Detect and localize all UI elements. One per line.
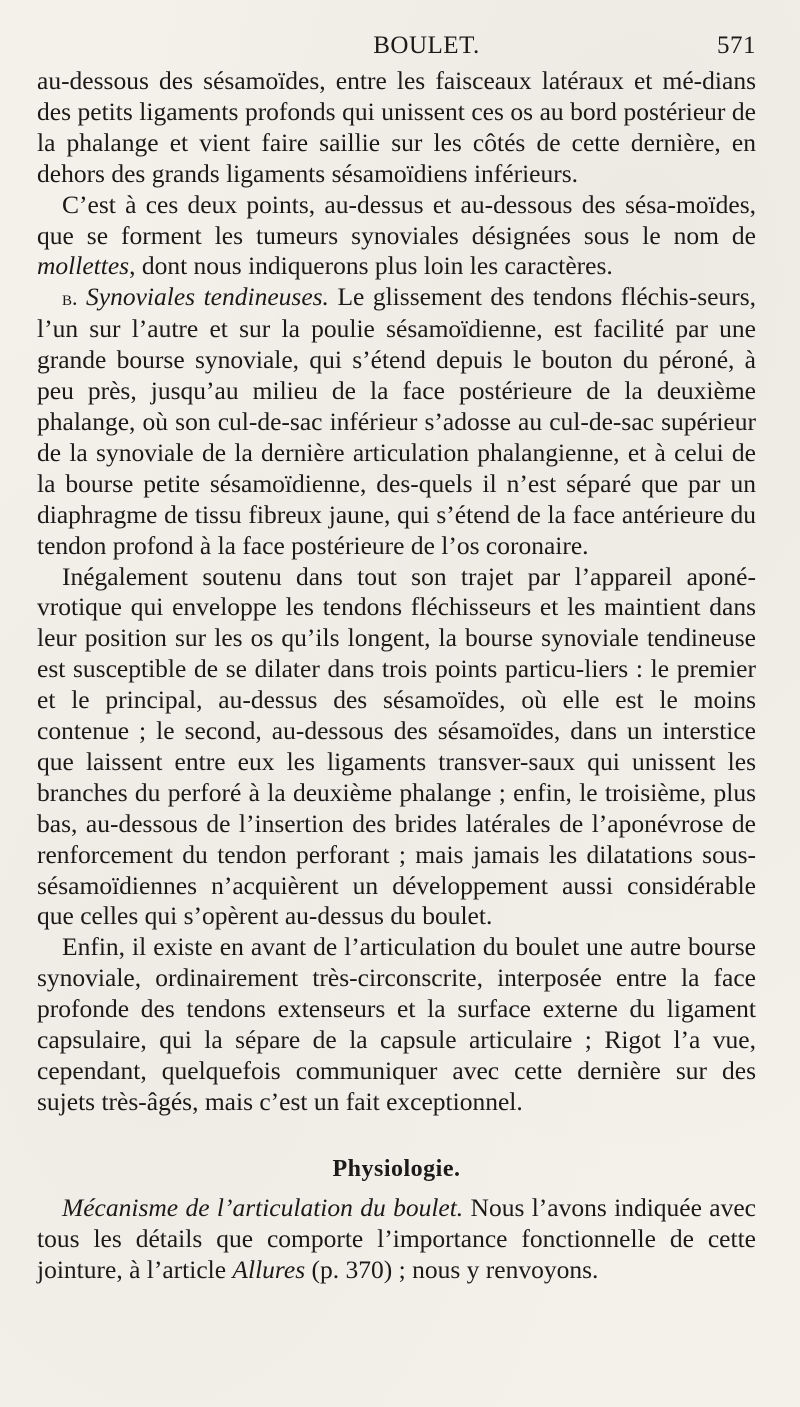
paragraph-text: (p. 370) ; nous y renvoyons. bbox=[305, 1254, 599, 1284]
list-marker: b. bbox=[62, 285, 78, 311]
subsection-title: Synoviales tendineuses. bbox=[86, 282, 329, 312]
subsection-title: Mécanisme de l’articulation du boulet. bbox=[62, 1192, 464, 1222]
page-body bbox=[37, 66, 756, 1285]
paragraph-physiologie bbox=[37, 1193, 756, 1286]
paragraph-text: au-dessous des sésamoïdes, entre les faisceaux latéraux et mé-dians des petits ligaments profonds qui unissent ces os au bord postérieur de la phalange et vient faire saillie sur les côtés de cette dernière, en dehors des grands ligaments sésamoïdiens inférieurs. bbox=[37, 66, 756, 188]
paragraph-text: Le glissement des tendons fléchis-seurs, l’un sur l’autre et sur la poulie sésamoïdienne, est facilité par une grande bourse synoviale, qui s’étend depuis le bouton du péroné, à peu près, jusqu’au milieu de la face postérieure de la deuxième phalange, où son cul-de-sac inférieur s’adosse au cul-de-sac supérieur de la synoviale de la dernière articulation phalangienne, et à celui de la bourse petite sésamoïdienne, des-quels il n’est séparé que par un diaphragme de tissu fibreux jaune, qui s’étend de la face antérieure du tendon profond à la face postérieure de l’os coronaire. bbox=[37, 282, 757, 560]
italic-term: Allures bbox=[232, 1254, 306, 1284]
page-header bbox=[37, 22, 756, 66]
section-heading: Physiologie. bbox=[332, 1155, 461, 1182]
paragraph-continuation bbox=[37, 66, 756, 190]
paragraph-text: Inégalement soutenu dans tout son trajet par l’appareil aponé-vrotique qui enveloppe les tendons fléchisseurs et les maintient dans leur position sur les os qu’ils longent, la bourse synoviale tendineuse est susceptible de se dilater dans trois points particu-liers : le premier et le principal, au-dessus des sésamoïdes, où elle est le moins contenue ; le second, au-dessous des sésamoïdes, dans un interstice que laissent entre eux les ligaments transver-saux qui unissent les branches du perforé à la deuxième phalange ; enfin, le troisième, plus bas, au-dessous de l’insertion des brides latérales de l’aponévrose de renforcement du tendon perforant ; mais jamais les dilatations sous-sésamoïdiennes n’acquièrent un développement aussi considérable que celles qui s’opèrent au-dessus du boulet. bbox=[37, 561, 756, 931]
running-title: BOULET. bbox=[373, 32, 480, 59]
paragraph-dilatations bbox=[37, 562, 756, 933]
paragraph-text: C’est à ces deux points, au-dessus et au-dessous des sésa-moïdes, que se forment les tumeurs synoviales désignées sous le nom de bbox=[37, 189, 756, 250]
paragraph-text: , dont nous indiquerons plus loin les caractères. bbox=[129, 251, 613, 281]
paragraph-synoviales-tendineuses bbox=[37, 282, 756, 561]
paragraph-text: Nous l’avons indiquée avec tous les détails que comporte l’importance fonctionnelle de cette jointure, à l’article bbox=[37, 1192, 756, 1284]
paragraph-mollettes bbox=[37, 190, 756, 283]
paragraph-bourse-anterieure bbox=[37, 932, 756, 1117]
italic-term: mollettes bbox=[37, 251, 130, 281]
paragraph-text: Enfin, il existe en avant de l’articulation du boulet une autre bourse synoviale, ordinairement très-circonscrite, interposée entre la face profonde des tendons extenseurs et la surface externe du ligament capsulaire, qui la sépare de la capsule articulaire ; Rigot l’a vue, cependant, quelquefois communiquer avec cette dernière sur des sujets très-âgés, mais c’est un fait exceptionnel. bbox=[37, 932, 756, 1116]
page-number: 571 bbox=[717, 32, 756, 59]
